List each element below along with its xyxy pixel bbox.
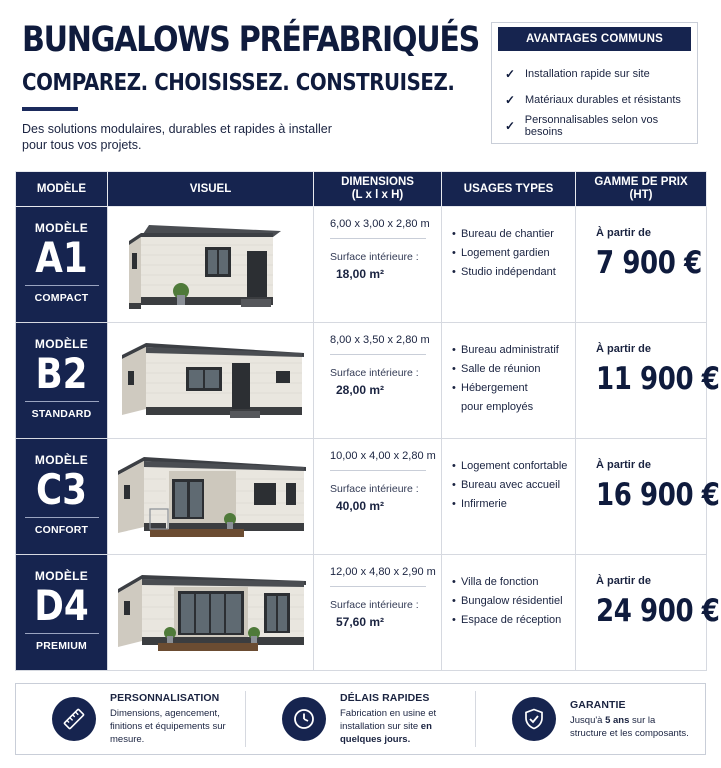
header-price-label: GAMME DE PRIX — [594, 176, 688, 188]
table-row — [16, 323, 707, 439]
table-row — [16, 207, 707, 323]
model-code: B2 — [35, 349, 88, 398]
feature-description — [340, 707, 460, 746]
model-label: MODÈLE — [34, 337, 89, 351]
visual-cell — [108, 439, 314, 555]
dimensions-value: 12,00 x 4,80 x 2,90 m — [330, 566, 436, 578]
price-cell — [576, 439, 720, 555]
uses-cell — [442, 323, 576, 439]
check-icon: ✓ — [505, 67, 516, 81]
model-divider — [25, 285, 99, 286]
intro-text: Des solutions modulaires, durables et rapides à installer pour tous vos projets. — [22, 122, 332, 152]
model-code: C3 — [35, 465, 88, 514]
price-from-label: À partir de — [596, 459, 652, 471]
feature-personalisation — [16, 691, 245, 747]
surface-value: 57,60 m² — [336, 615, 385, 629]
advantage-item — [505, 61, 697, 87]
uses-cell — [442, 439, 576, 555]
surface-label: Surface intérieure : — [330, 483, 419, 495]
advantages-list — [505, 61, 697, 139]
header-price — [576, 172, 707, 207]
use-item: • Studio indépendant — [452, 263, 575, 282]
price-cell — [576, 207, 707, 323]
surface-value: 40,00 m² — [336, 499, 385, 513]
surface-value: 28,00 m² — [336, 383, 385, 397]
advantage-item — [505, 87, 697, 113]
shield-check-icon — [512, 697, 556, 741]
clock-icon — [282, 697, 326, 741]
table-row — [16, 555, 707, 671]
visual-cell — [108, 323, 314, 439]
model-cell — [16, 555, 108, 671]
feature-title: PERSONNALISATION — [110, 692, 220, 704]
dimensions-value: 8,00 x 3,50 x 2,80 m — [330, 334, 430, 346]
model-code: A1 — [35, 233, 88, 282]
dimensions-cell — [314, 323, 442, 439]
dimensions-divider — [330, 354, 426, 355]
visual-cell — [108, 207, 314, 323]
feature-description — [570, 714, 690, 740]
feature-title: DÉLAIS RAPIDES — [340, 692, 430, 704]
price-value: 24 900 € — [596, 593, 720, 629]
feature-desc-text: Jusqu'à — [570, 714, 603, 726]
use-item: • Villa de fonction — [452, 573, 575, 592]
dimensions-divider — [330, 470, 426, 471]
feature-desc-text: Fabrication en usine et installation sur site — [340, 708, 437, 732]
advantage-label: Personnalisables selon vos besoins — [524, 114, 659, 138]
feature-desc-bold: 5 ans — [605, 714, 630, 726]
feature-delais — [245, 691, 475, 747]
page-subtitle: COMPAREZ. CHOISISSEZ. CONSTRUISEZ. — [22, 70, 455, 96]
dimensions-divider — [330, 238, 426, 239]
bungalow-a1-image — [121, 215, 301, 313]
features-bar — [15, 683, 706, 755]
price-value: 7 900 € — [596, 245, 702, 281]
advantages-title: AVANTAGES COMMUNS — [498, 27, 691, 51]
model-code: D4 — [34, 581, 89, 630]
surface-label: Surface intérieure : — [330, 251, 419, 263]
use-item: • Salle de réunion — [452, 360, 575, 379]
model-cell — [16, 207, 108, 323]
feature-garantie — [475, 691, 705, 747]
dimensions-cell — [314, 439, 442, 555]
price-from-label: À partir de — [596, 343, 652, 355]
model-cell — [16, 323, 108, 439]
price-cell — [576, 555, 720, 671]
price-from-label: À partir de — [596, 575, 652, 587]
use-item-continuation: pour employés — [461, 401, 534, 413]
advantage-label: Matériaux durables et résistants — [525, 94, 681, 106]
use-item: • Bureau avec accueil — [452, 476, 575, 495]
price-value: 11 900 € — [596, 361, 720, 397]
model-label: MODÈLE — [34, 221, 89, 235]
uses-cell — [442, 207, 576, 323]
bungalow-d4-image — [114, 563, 308, 661]
comparison-table — [15, 171, 720, 671]
advantages-box — [491, 22, 698, 144]
uses-cell — [442, 555, 576, 671]
dimensions-value: 6,00 x 3,00 x 2,80 m — [330, 218, 430, 230]
dimensions-cell — [314, 207, 442, 323]
header-uses: USAGES TYPES — [442, 172, 576, 207]
feature-text — [340, 692, 460, 746]
feature-description: Dimensions, agencement, finitions et équipements sur mesure. — [110, 708, 226, 745]
model-tier: PREMIUM — [36, 640, 87, 652]
feature-text — [110, 692, 230, 746]
check-icon: ✓ — [505, 119, 516, 133]
use-item: • Logement confortable — [452, 457, 575, 476]
ruler-icon — [52, 697, 96, 741]
use-item: • Espace de réception — [452, 611, 575, 630]
page-title: BUNGALOWS PRÉFABRIQUÉS — [22, 20, 480, 60]
model-divider — [25, 401, 99, 402]
dimensions-divider — [330, 586, 426, 587]
price-from-label: À partir de — [596, 227, 652, 239]
use-item: • Logement gardien — [452, 244, 575, 263]
surface-value: 18,00 m² — [336, 267, 385, 281]
surface-label: Surface intérieure : — [330, 367, 419, 379]
uses-list — [452, 341, 575, 417]
model-tier: STANDARD — [31, 408, 92, 420]
feature-desc-text: sur la structure et les composants. — [570, 714, 689, 739]
use-item: • Bungalow résidentiel — [452, 592, 575, 611]
bungalow-b2-image — [116, 331, 306, 429]
advantage-label: Installation rapide sur site — [525, 68, 650, 80]
model-cell — [16, 439, 108, 555]
dimensions-value: 10,00 x 4,00 x 2,80 m — [330, 450, 436, 462]
bungalow-c3-image — [114, 447, 308, 545]
uses-list — [452, 225, 575, 282]
surface-label: Surface intérieure : — [330, 599, 419, 611]
uses-list — [452, 457, 575, 514]
feature-title: GARANTIE — [570, 698, 626, 711]
check-icon: ✓ — [505, 93, 516, 107]
header-dimensions-sub: (L x l x H) — [351, 189, 404, 201]
feature-text — [570, 699, 690, 740]
header-dimensions-label: DIMENSIONS — [341, 176, 414, 188]
use-item: • Infirmerie — [452, 495, 575, 514]
header-dimensions — [314, 172, 442, 207]
use-item: • Bureau de chantier — [452, 225, 575, 244]
model-divider — [25, 517, 99, 518]
model-label: MODÈLE — [34, 569, 89, 583]
title-accent-divider — [22, 107, 78, 111]
table-row — [16, 439, 707, 555]
use-item: • Bureau administratif — [452, 341, 575, 360]
header-visual: VISUEL — [108, 172, 314, 207]
model-tier: CONFORT — [34, 524, 89, 536]
model-tier: COMPACT — [34, 292, 89, 304]
uses-list — [452, 573, 575, 630]
visual-cell — [108, 555, 314, 671]
use-item: • Hébergement — [452, 379, 575, 398]
price-value: 16 900 € — [596, 477, 720, 513]
table-header-row — [16, 172, 707, 207]
model-label: MODÈLE — [34, 453, 89, 467]
feature-desc-bold: en quelques jours. — [340, 721, 432, 745]
model-divider — [25, 633, 99, 634]
header-price-sub: (HT) — [629, 189, 653, 201]
advantage-item — [505, 113, 697, 139]
dimensions-cell — [314, 555, 442, 671]
price-cell — [576, 323, 720, 439]
header-model: MODÈLE — [16, 172, 108, 207]
